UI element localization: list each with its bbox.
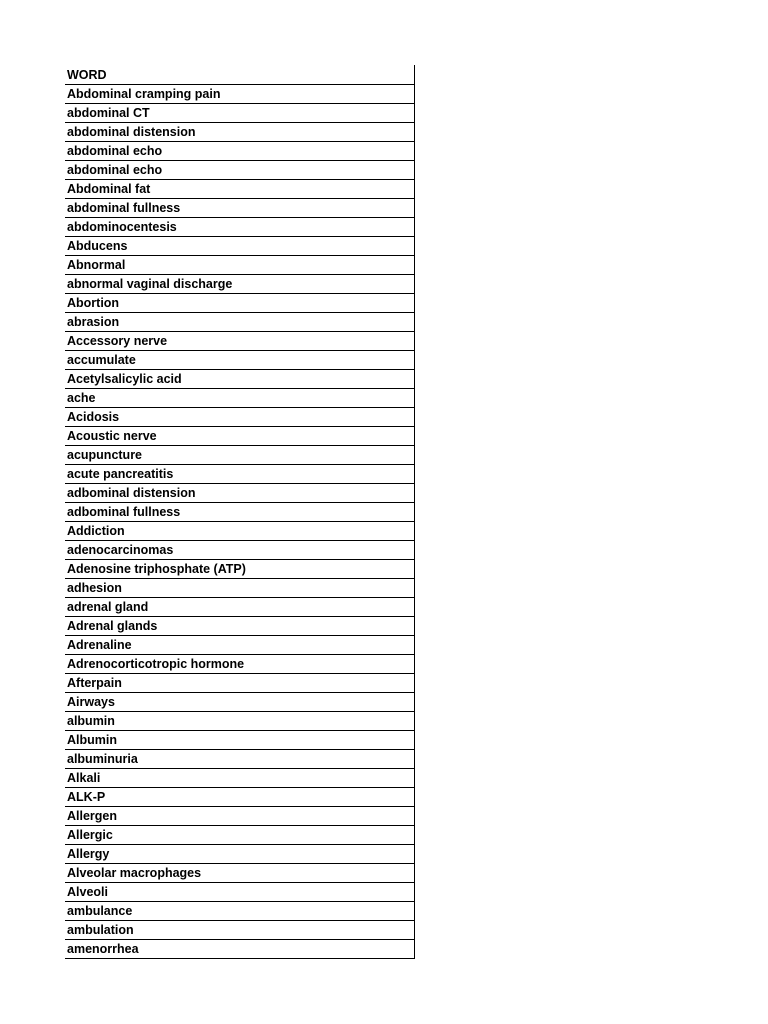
table-row: Abortion: [65, 294, 414, 313]
table-row: Alveoli: [65, 883, 414, 902]
table-row: abdominal distension: [65, 123, 414, 142]
table-row: abrasion: [65, 313, 414, 332]
word-table: [65, 65, 415, 959]
table-row: Adrenaline: [65, 636, 414, 655]
table-row: Abnormal: [65, 256, 414, 275]
table-row: Abdominal fat: [65, 180, 414, 199]
table-row: Acidosis: [65, 408, 414, 427]
table-row: Adrenal glands: [65, 617, 414, 636]
table-row: adenocarcinomas: [65, 541, 414, 560]
table-row: Adrenocorticotropic hormone: [65, 655, 414, 674]
table-row: adbominal distension: [65, 484, 414, 503]
table-row: Abducens: [65, 237, 414, 256]
table-row: Accessory nerve: [65, 332, 414, 351]
table-row: abdominal CT: [65, 104, 414, 123]
table-row: adhesion: [65, 579, 414, 598]
table-row: Adenosine triphosphate (ATP): [65, 560, 414, 579]
table-row: ache: [65, 389, 414, 408]
table-row: abdominocentesis: [65, 218, 414, 237]
table-row: Allergen: [65, 807, 414, 826]
table-row: Alkali: [65, 769, 414, 788]
table-row: Airways: [65, 693, 414, 712]
word-list: [65, 85, 414, 959]
table-row: Acoustic nerve: [65, 427, 414, 446]
table-row: abdominal echo: [65, 161, 414, 180]
table-row: adbominal fullness: [65, 503, 414, 522]
table-row: adrenal gland: [65, 598, 414, 617]
table-row: albuminuria: [65, 750, 414, 769]
table-row: acute pancreatitis: [65, 465, 414, 484]
table-row: abdominal echo: [65, 142, 414, 161]
table-row: Addiction: [65, 522, 414, 541]
table-row: ambulance: [65, 902, 414, 921]
table-row: acupuncture: [65, 446, 414, 465]
table-row: amenorrhea: [65, 940, 414, 959]
table-row: Albumin: [65, 731, 414, 750]
table-row: abnormal vaginal discharge: [65, 275, 414, 294]
table-row: Alveolar macrophages: [65, 864, 414, 883]
table-row: accumulate: [65, 351, 414, 370]
table-row: abdominal fullness: [65, 199, 414, 218]
table-row: Acetylsalicylic acid: [65, 370, 414, 389]
table-row: albumin: [65, 712, 414, 731]
table-row: ALK-P: [65, 788, 414, 807]
table-row: Abdominal cramping pain: [65, 85, 414, 104]
table-row: Allergic: [65, 826, 414, 845]
table-row: ambulation: [65, 921, 414, 940]
column-header-word: WORD: [65, 65, 414, 85]
table-row: Afterpain: [65, 674, 414, 693]
table-row: Allergy: [65, 845, 414, 864]
